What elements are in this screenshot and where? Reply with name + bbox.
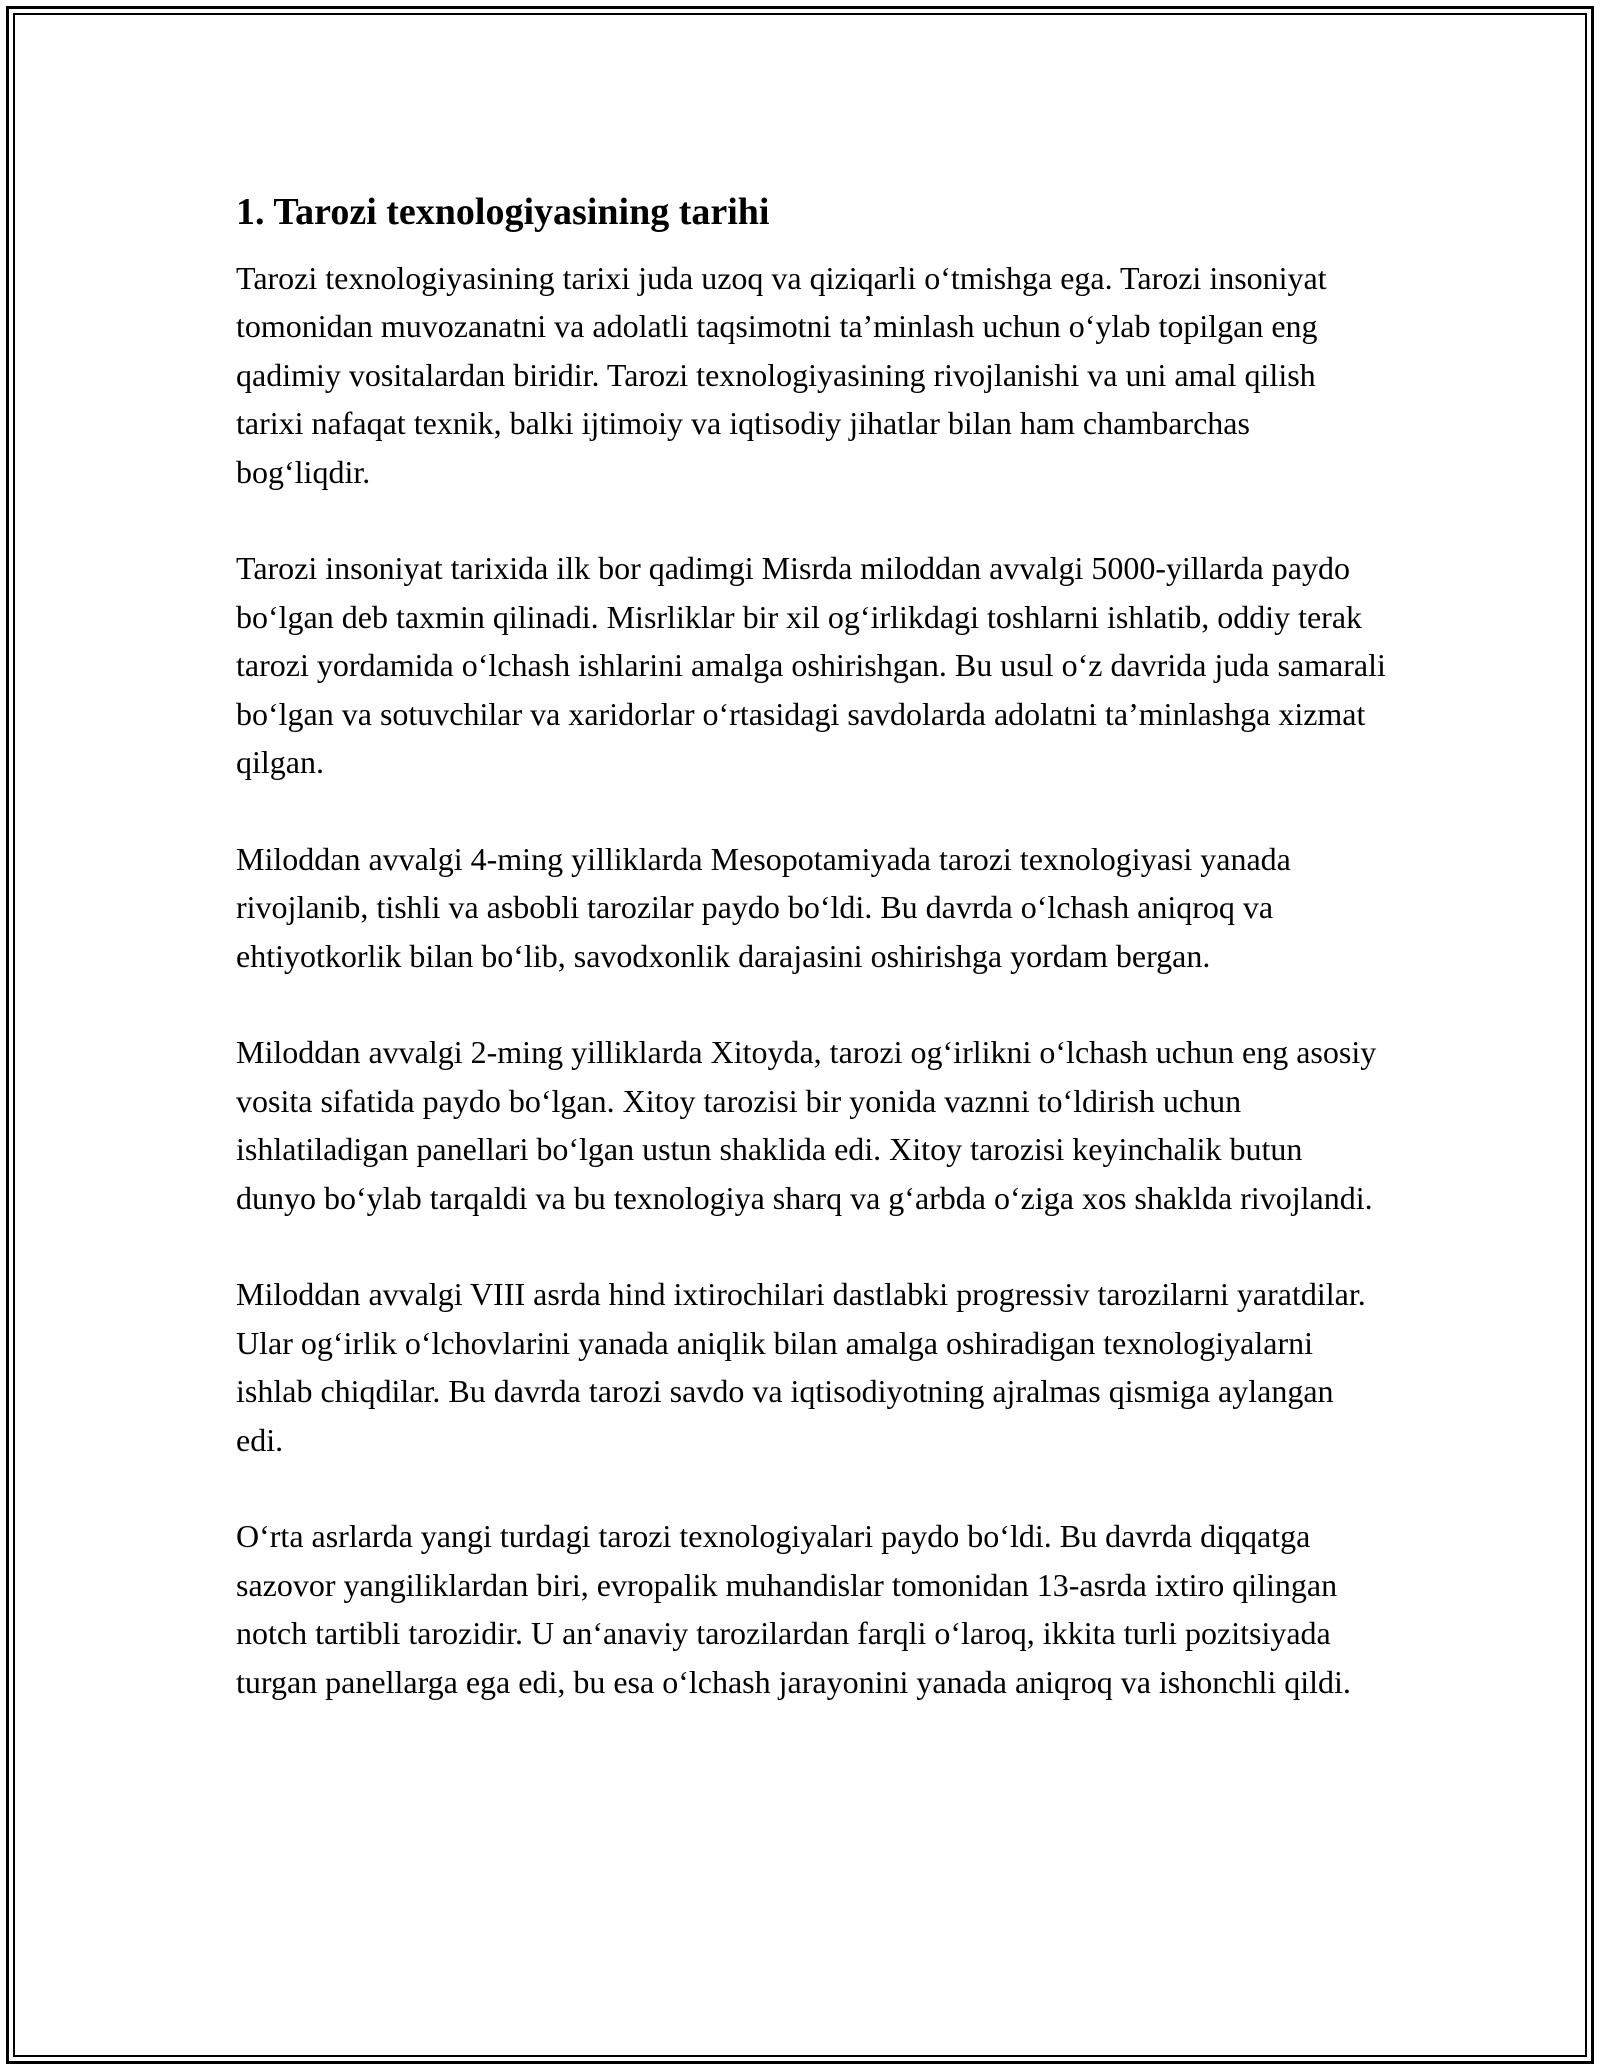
paragraph-4: Miloddan avvalgi 2-ming yilliklarda Xitoyda, tarozi ogʻirlikni oʻlchash uchun eng asosiy vosita sifatida paydo boʻlgan. Xitoy tarozisi bir yonida vaznni toʻldirish uchun ishlatiladigan panellari boʻlgan ustun shaklida edi. Xitoy tarozisi keyinchalik butun dunyo boʻylab tarqaldi va bu texnologiya sharq va gʻarbda oʻziga xos shaklda rivojlandi. [236, 1034, 1377, 1216]
section-heading: 1. Tarozi texnologiyasining tarihi [236, 191, 770, 233]
paragraph-2: Tarozi insoniyat tarixida ilk bor qadimgi Misrda miloddan avvalgi 5000-yillarda paydo boʻlgan deb taxmin qilinadi. Misrliklar bir xil ogʻirlikdagi toshlarni ishlatib, oddiy terak tarozi yordamida oʻlchash ishlarini amalga oshirishgan. Bu usul oʻz davrida juda samarali boʻlgan va sotuvchilar va xaridorlar oʻrtasidagi savdolarda adolatni taʼminlashga xizmat qilgan. [236, 550, 1386, 781]
paragraph-6: Oʻrta asrlarda yangi turdagi tarozi texnologiyalari paydo boʻldi. Bu davrda diqqatga sazovor yangiliklardan biri, evropalik muhandislar tomonidan 13-asrda ixtiro qilingan notch tartibli tarozidir. U anʻanaviy tarozilardan farqli oʻlaroq, ikkita turli pozitsiyada turgan panellarga ega edi, bu esa oʻlchash jarayonini yanada aniqroq va ishonchli qildi. [236, 1518, 1351, 1700]
paragraph-1: Tarozi texnologiyasining tarixi juda uzoq va qiziqarli oʻtmishga ega. Tarozi insoniyat tomonidan muvozanatni va adolatli taqsimotni taʼminlash uchun oʻylab topilgan eng qadimiy vositalardan biridir. Tarozi texnologiyasining rivojlanishi va uni amal qilish tarixi nafaqat texnik, balki ijtimoiy va iqtisodiy jihatlar bilan ham chambarchas bogʻliqdir. [236, 260, 1327, 490]
paragraph-5: Miloddan avvalgi VIII asrda hind ixtirochilari dastlabki progressiv tarozilarni yaratdilar. Ular ogʻirlik oʻlchovlarini yanada aniqlik bilan amalga oshiradigan texnologiyalarni ishlab chiqdilar. Bu davrda tarozi savdo va iqtisodiyotning ajralmas qismiga aylangan edi. [236, 1276, 1366, 1458]
document-body [236, 186, 1386, 1755]
paragraph-3: Miloddan avvalgi 4-ming yilliklarda Mesopotamiyada tarozi texnologiyasi yanada rivojlanib, tishli va asbobli tarozilar paydo boʻldi. Bu davrda oʻlchash aniqroq va ehtiyotkorlik bilan boʻlib, savodxonlik darajasini oshirishga yordam bergan. [236, 840, 1291, 974]
